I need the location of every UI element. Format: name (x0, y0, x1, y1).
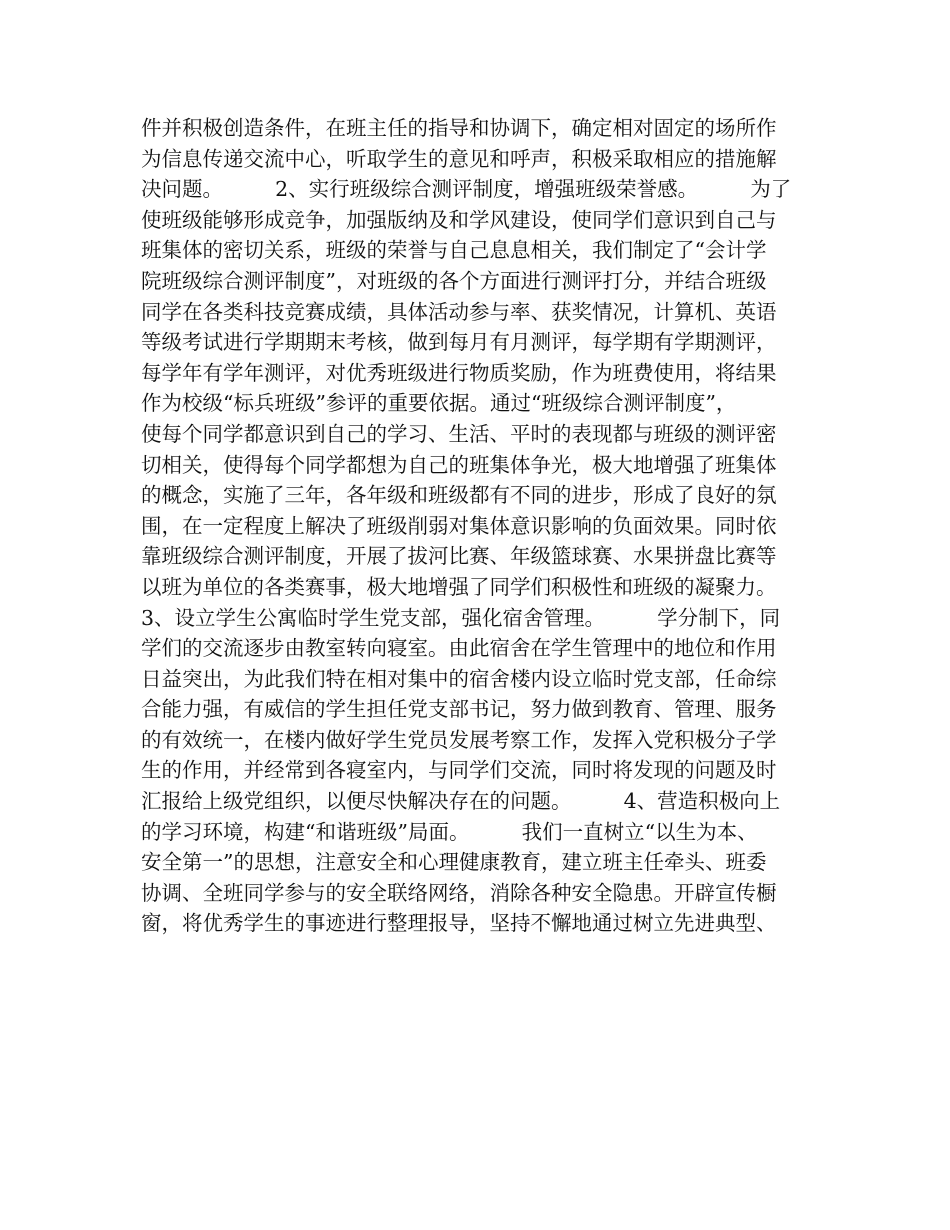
text-line: 靠班级综合测评制度，开展了拔河比赛、年级篮球赛、水果拼盘比赛等 (141, 544, 777, 569)
text-line: 围，在一定程度上解决了班级削弱对集体意识影响的负面效果。同时依 (141, 513, 777, 538)
body-text (141, 113, 821, 939)
text-line: 作为校级“标兵班级”参评的重要依据。通过“班级综合测评制度”， (141, 391, 737, 416)
text-line: 生的作用，并经常到各寝室内，与同学们交流，同时将发现的问题及时 (141, 758, 777, 783)
text-line: 切相关，使得每个同学都想为自己的班集体争光，极大地增强了班集体 (141, 452, 777, 477)
text-line: 汇报给上级党组织，以便尽快解决存在的问题。 4、营造积极向上 (141, 789, 781, 814)
text-line: 学们的交流逐步由教室转向寝室。由此宿舍在学生管理中的地位和作用 (141, 636, 777, 661)
text-line: 的概念，实施了三年，各年级和班级都有不同的进步，形成了良好的氛 (141, 483, 777, 508)
text-line: 使每个同学都意识到自己的学习、生活、平时的表现都与班级的测评密 (141, 421, 777, 446)
text-line: 使班级能够形成竞争，加强版纳及和学风建设，使同学们意识到自己与 (141, 207, 777, 232)
text-line: 同学在各类科技竞赛成绩，具体活动参与率、获奖情况，计算机、英语 (141, 299, 777, 324)
text-line: 件并积极创造条件，在班主任的指导和协调下，确定相对固定的场所作 (141, 116, 777, 140)
text-line: 决问题。 2、实行班级综合测评制度，增强班级荣誉感。 为了 (141, 177, 792, 202)
text-line: 的有效统一，在楼内做好学生党员发展考察工作，发挥入党积极分子学 (141, 727, 777, 752)
text-line: 日益突出，为此我们特在相对集中的宿舍楼内设立临时党支部，任命综 (141, 666, 777, 691)
text-line: 安全第一”的思想，注意安全和心理健康教育，建立班主任牵头、班委 (141, 850, 767, 875)
text-line: 等级考试进行学期期末考核，做到每月有月测评，每学期有学期测评， (141, 330, 777, 355)
text-line: 每学年有学年测评，对优秀班级进行物质奖励，作为班费使用，将结果 (141, 360, 777, 385)
text-line: 院班级综合测评制度”，对班级的各个方面进行测评打分，并结合班级 (141, 268, 767, 293)
text-line: 合能力强，有威信的学生担任党支部书记，努力做到教育、管理、服务 (141, 697, 777, 722)
text-line: 为信息传递交流中心，听取学生的意见和呼声，积极采取相应的措施解 (141, 146, 777, 171)
text-line: 班集体的密切关系，班级的荣誉与自己息息相关，我们制定了“会计学 (141, 238, 767, 263)
text-line: 窗，将优秀学生的事迹进行整理报导，坚持不懈地通过树立先进典型、 (141, 911, 777, 936)
text-line: 的学习环境，构建“和谐班级”局面。 我们一直树立“以生为本、 (141, 819, 758, 844)
text-line: 以班为单位的各类赛事，极大地增强了同学们积极性和班级的凝聚力。 (141, 574, 777, 599)
text-line: 3、设立学生公寓临时学生党支部，强化宿舍管理。 学分制下，同 (141, 605, 781, 630)
text-line: 协调、全班同学参与的安全联络网络，消除各种安全隐患。开辟宣传橱 (141, 880, 777, 905)
